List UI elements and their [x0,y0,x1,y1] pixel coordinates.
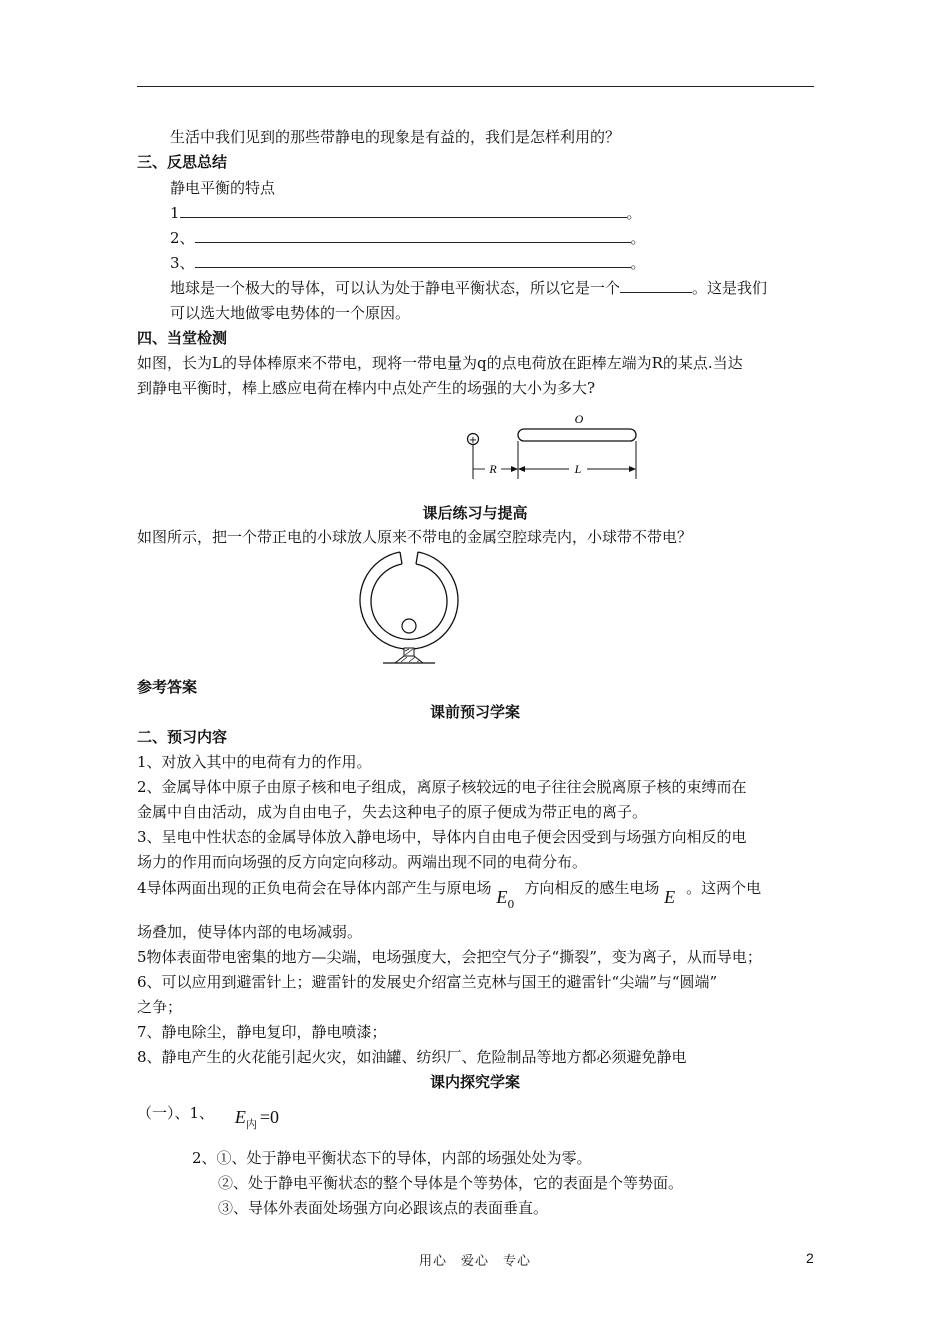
formula-equals-zero: =0 [259,1107,279,1127]
answer-4-part-1: 4导体两面出现的正负电荷会在导体内部产生与原电场 [137,879,492,897]
L-arrow-right [629,466,636,472]
formula-E-inner [234,1107,279,1131]
section-3-intro: 静电平衡的特点 [170,179,276,197]
answer-2-line-1: 2、金属导体中原子由原子核和电子组成，离原子核较远的电子往往会脱离原子核的束缚而在 [137,778,747,796]
answer-1: 1、对放入其中的电荷有力的作用。 [137,753,372,771]
answer-5: 5物体表面带电密集的地方—尖端，电场强度大，会把空气分子“撕裂”，变为离子，从而导电； [137,948,762,966]
section-4-question-line-1: 如图，长为L的导体棒原来不带电，现将一带电量为q的点电荷放在距棒左端为R的某点.当达 [137,354,743,372]
blank-line-2 [170,228,646,248]
formula-E-inner-subscript: 内 [245,1118,257,1131]
section-3-heading: 三、反思总结 [137,153,228,171]
conductor-rod [518,429,636,441]
answer-4-part-2: 方向相反的感生电场 [524,879,660,897]
section-2-heading: 二、预习内容 [137,728,228,746]
plus-sign: + [468,435,478,446]
header-rule [137,86,814,87]
after-class-question: 如图所示，把一个带正电的小球放人原来不带电的金属空腔球壳内，小球带不带电？ [137,528,693,546]
blank-line-1 [170,203,642,223]
section-4-heading: 四、当堂检测 [137,329,228,347]
blank-1-period: 。 [626,204,642,222]
formula-E0-letter: E [496,887,508,907]
figure-rod-charge [455,405,655,480]
gap-right-edge [416,552,418,564]
charged-ball [402,619,416,633]
blank-line-3 [170,253,646,273]
earth-line-1 [170,278,767,298]
answer-2-line-2: 金属中自由活动，成为自由电子，失去这种电子的原子便成为带正电的离子。 [137,803,648,821]
page-footer: 用心 爱心 专心 [418,1254,531,1269]
figure-hollow-shell [355,548,465,670]
answers-heading: 参考答案 [137,678,198,696]
gap-left-edge [400,552,402,564]
question-static-use: 生活中我们见到的那些带静电的现象是有益的，我们是怎样利用的？ [170,128,621,146]
answer-blank-1 [180,203,627,218]
inclass-2-item-2: ②、处于静电平衡状态的整个导体是个等势体，它的表面是个等势面。 [218,1174,684,1192]
answer-blank-2 [195,228,631,243]
earth-line-1-b: 。这是我们 [692,279,768,297]
inclass-2-item-1: 2、①、处于静电平衡状态下的导体，内部的场强处处为零。 [192,1149,592,1167]
section-4-question-line-2: 到静电平衡时，棒上感应电荷在棒内中点处产生的场强的大小为多大? [137,379,596,397]
earth-line-2: 可以选大地做零电势体的一个原因。 [170,304,411,322]
answer-4-part-3: 。这两个电 [686,879,762,897]
L-arrow-left [518,466,525,472]
answer-blank-3 [195,253,631,268]
answer-3-line-1: 3、呈电中性状态的金属导体放入静电场中，导体内自由电子便会因受到与场强方向相反的电 [137,828,747,846]
formula-E-inner-letter: E [234,1107,246,1127]
label-R: R [489,462,497,476]
earth-blank [620,278,692,293]
label-O: O [574,412,584,426]
formula-E0-subscript: 0 [507,898,515,911]
blank-2-label: 2、 [170,229,195,247]
answer-4-line-2: 场叠加，使导体内部的电场减弱。 [137,923,363,941]
inclass-heading: 课内探究学案 [429,1073,520,1091]
formula-E-letter: E [664,887,676,907]
after-class-heading: 课后练习与提高 [422,504,528,522]
blank-1-label: 1 [170,204,180,222]
formula-E0 [496,887,524,910]
preview-heading: 课前预习学案 [429,703,520,721]
answer-7: 7、静电除尘，静电复印，静电喷漆； [137,1023,387,1041]
label-L: L [574,462,582,476]
inclass-1-prefix: （一）、1、 [137,1104,215,1122]
inclass-1 [137,1102,279,1131]
blank-3-period: 。 [630,254,646,272]
blank-3-label: 3、 [170,254,195,272]
page-number: 2 [806,1250,814,1266]
answer-6-line-2: 之争； [137,998,183,1016]
answer-4-line-1 [137,877,762,911]
answer-6-line-1: 6、可以应用到避雷针上；避雷针的发展史介绍富兰克林与国王的避雷针“尖端”与“圆端” [137,973,718,991]
answer-3-line-2: 场力的作用而向场强的反方向定向移动。两端出现不同的电荷分布。 [137,853,588,871]
inclass-2-item-3: ③、导体外表面处场强方向必跟该点的表面垂直。 [218,1199,549,1217]
earth-line-1-a: 地球是一个极大的导体，可以认为处于静电平衡状态，所以它是一个 [170,279,621,297]
shell-outer [360,552,458,649]
answer-8: 8、静电产生的火花能引起火灾，如油罐、纺织厂、危险制品等地方都必须避免静电 [137,1048,687,1066]
blank-2-period: 。 [630,229,646,247]
formula-E [664,887,686,908]
R-arrow-head [511,466,518,472]
